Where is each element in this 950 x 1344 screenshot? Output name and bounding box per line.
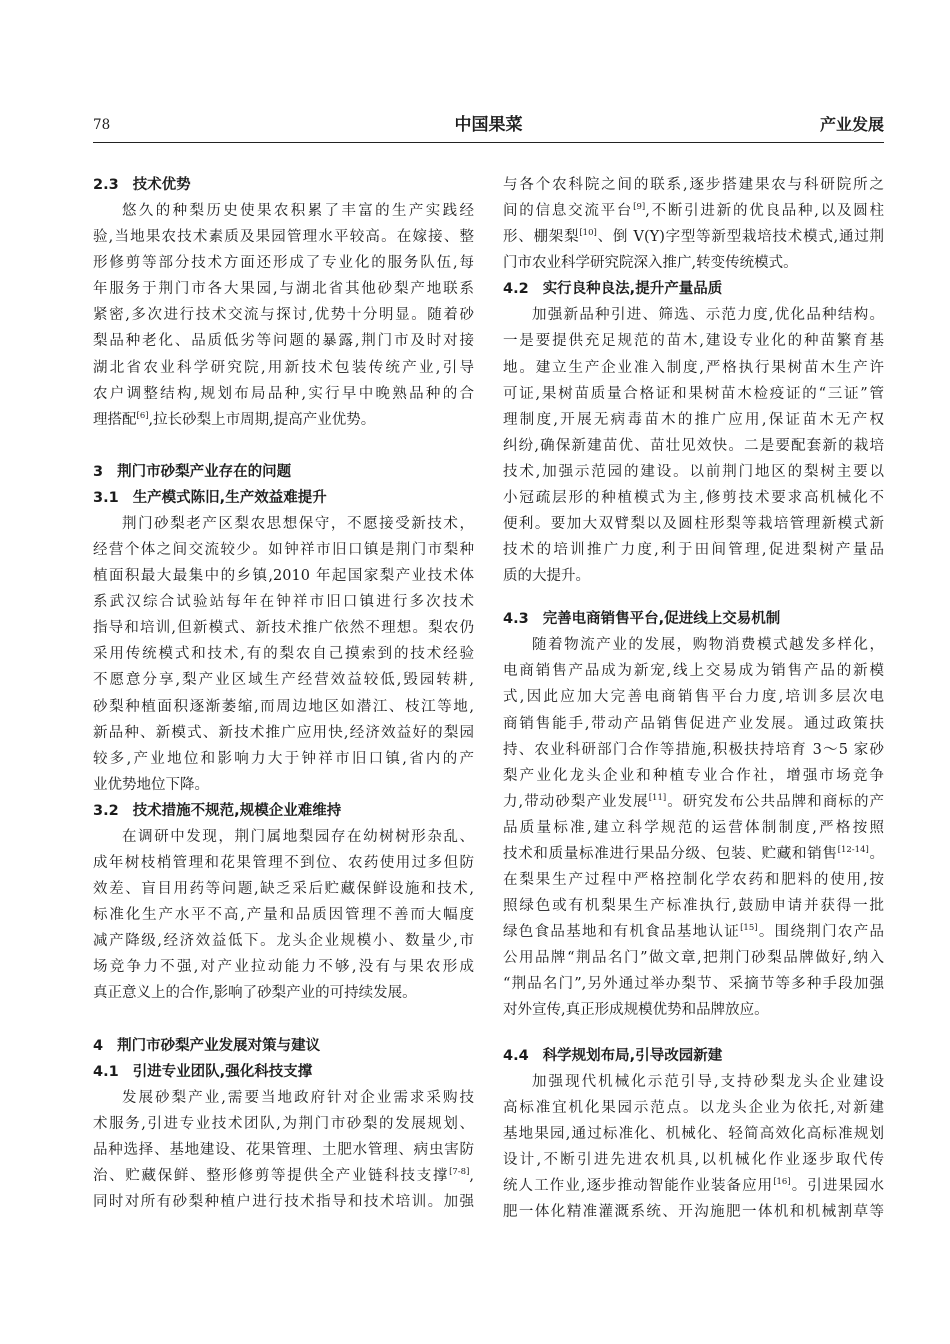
- text-line: [503, 381, 884, 407]
- text-line: [503, 632, 884, 658]
- text-line: [503, 433, 884, 459]
- text-line: [503, 224, 884, 250]
- right-column: [503, 172, 884, 1226]
- text-line: [503, 1095, 884, 1121]
- text-line: [503, 328, 884, 354]
- text-run: 减产降级,经济效益低下。龙头企业规模小、数量少,市: [93, 933, 474, 950]
- text-line: [503, 841, 884, 867]
- section-number: 4.3: [503, 611, 529, 628]
- text-run: 基地果园,通过标准化、机械化、轻简高效化高标准规划: [503, 1126, 884, 1143]
- text-run: 质的大提升。: [503, 568, 590, 585]
- text-run: 理制度,开展无病毒苗木的推广应用,保证苗木无产权: [503, 411, 884, 428]
- section-number: 4: [93, 1037, 104, 1054]
- text-line: [503, 658, 884, 684]
- text-run: ,拉长砂梨上市周期,提高产业优势。: [148, 411, 376, 428]
- text-run: 成年树枝梢管理和花果管理不到位、农药使用过多但防: [93, 855, 474, 872]
- text-line: [503, 485, 884, 511]
- section-label: 产业发展: [819, 115, 884, 134]
- text-run: 照绿色或有机梨果生产标准执行,鼓励申请并获得一批: [503, 898, 884, 915]
- text-run: 验,当地果农技术素质及果园管理水平较高。在嫁接、整: [93, 229, 474, 246]
- text-run: 设计,不断引进先进农机具,以机械化作业逐步取代传: [503, 1152, 884, 1169]
- text-line: [93, 1189, 474, 1215]
- paragraph: [503, 302, 884, 589]
- text-line: [503, 1147, 884, 1173]
- text-run: 农户调整结构,规划布局品种,实行早中晚熟品种的合: [93, 385, 474, 402]
- citation-ref: [16]: [773, 1177, 791, 1188]
- text-line: [503, 684, 884, 710]
- text-run: 对外宣传,真正形成规模优势和品牌放应。: [503, 1002, 769, 1019]
- text-run: 。: [868, 845, 885, 862]
- page-number: 78: [93, 117, 111, 133]
- text-run: 可证,果树苗质量合格证和果树苗木检疫证的“三证”管: [503, 385, 884, 402]
- paragraph: [93, 511, 474, 798]
- text-run: 便利。要加大双臂梨以及圆柱形梨等栽培管理新模式新: [503, 516, 884, 533]
- text-line: [93, 850, 474, 876]
- citation-ref: [15]: [740, 923, 758, 934]
- text-line: [503, 511, 884, 537]
- text-run: 技术,加强示范园的建设。以前荆门地区的梨树主要以: [503, 463, 884, 480]
- text-line: [93, 746, 474, 772]
- section-heading-4-3: [503, 606, 884, 632]
- section-heading-4-4: [503, 1043, 884, 1069]
- text-line: [93, 876, 474, 902]
- text-line: [93, 824, 474, 850]
- header-rule: [93, 142, 884, 143]
- text-run: 指导和培训,但新模式、新技术推广依然不理想。梨农仍: [93, 620, 474, 637]
- section-heading-4-1: [93, 1059, 474, 1085]
- text-line: [93, 589, 474, 615]
- text-run: 与各个农科院之间的联系,逐步搭建果农与科研院所之: [503, 177, 884, 193]
- text-line: [503, 250, 884, 276]
- text-run: 形、棚架梨: [503, 229, 580, 246]
- left-column: [93, 172, 474, 1215]
- text-run: 效差、盲目用药等问题,缺乏采后贮藏保鲜设施和技术,: [93, 881, 474, 898]
- paragraph: [93, 1085, 474, 1215]
- section-title: 生产模式陈旧,生产效益难提升: [132, 489, 327, 506]
- text-line: [93, 772, 474, 798]
- text-run: 真正意义上的合作,影响了砂梨产业的可持续发展。: [93, 985, 417, 1002]
- section-number: 3.2: [93, 802, 119, 819]
- citation-ref: [6]: [136, 410, 149, 421]
- text-run: 年服务于荆门市各大果园,与湖北省其他砂梨产地联系: [93, 281, 474, 298]
- text-line: [93, 1137, 474, 1163]
- text-line: [503, 172, 884, 198]
- text-run: 品质量标准,建立科学规范的运营体制制度,严格按照: [503, 819, 884, 836]
- text-run: 技术的培训推广力度,利于田间管理,促进梨树产量品: [503, 542, 884, 559]
- text-run: 标准化生产水平不高,产量和品质因管理不善而大幅度: [93, 907, 474, 924]
- section-title: 荆门市砂梨产业存在的问题: [117, 463, 292, 480]
- text-line: [503, 971, 884, 997]
- text-run: 高标准宜机化果园示范点。以龙头企业为依托,对新建: [503, 1100, 884, 1117]
- section-heading-3-2: [93, 798, 474, 824]
- text-run: 业优势地位下降。: [93, 776, 209, 793]
- text-run: 治、贮藏保鲜、整形修剪等提供全产业链科技支撑: [93, 1167, 450, 1184]
- section-number: 2.3: [93, 177, 119, 193]
- text-line: [93, 954, 474, 980]
- section-title: 荆门市砂梨产业发展对策与建议: [117, 1037, 321, 1054]
- text-run: 地。建立生产企业准入制度,严格执行果树苗木生产许: [503, 359, 884, 376]
- text-run: 小冠疏层形的种植模式为主,修剪技术要求高机械化不: [503, 489, 884, 506]
- citation-ref: [11]: [648, 792, 667, 803]
- text-run: 形修剪等部分技术方面还形成了专业化的服务队伍,每: [93, 255, 474, 272]
- text-line: [503, 893, 884, 919]
- text-run: 梨产业化龙头企业和种植专业合作社，增强市场竞争: [503, 767, 884, 784]
- text-line: [93, 1163, 474, 1189]
- text-line: [503, 302, 884, 328]
- text-run: 绿色食品基地和有机食品基地认证: [503, 924, 741, 941]
- text-line: [93, 355, 474, 381]
- text-line: [503, 537, 884, 563]
- text-line: [503, 997, 884, 1023]
- section-title: 技术优势: [132, 177, 191, 193]
- text-line: [503, 945, 884, 971]
- text-line: [503, 919, 884, 945]
- text-run: 在调研中发现，荆门属地梨园存在幼树树形杂乱、: [122, 828, 474, 845]
- text-run: 。引进果园水: [790, 1178, 884, 1195]
- text-line: [93, 1111, 474, 1137]
- text-run: 、倒 V(Y)字型等新型栽培技术模式,通过荆: [596, 229, 885, 246]
- text-run: 理搭配: [93, 411, 137, 428]
- text-run: 植面积最大最集中的乡镇,2010 年起国家梨产业技术体: [93, 568, 474, 585]
- text-run: 经营个体之间交流较少。如钟祥市旧口镇是荆门市梨种: [93, 542, 474, 559]
- section-number: 3.1: [93, 489, 119, 506]
- text-run: 商销售能手,带动产品销售促进产业发展。通过政策扶: [503, 715, 884, 732]
- text-run: 随着物流产业的发展，购物消费模式越发多样化，: [532, 637, 884, 654]
- text-line: [93, 694, 474, 720]
- citation-ref: [9]: [633, 202, 646, 213]
- text-run: 间的信息交流平台: [503, 203, 634, 220]
- text-line: [503, 711, 884, 737]
- text-run: 发展砂梨产业,需要当地政府针对企业需求采购技: [122, 1089, 474, 1106]
- paragraph: [503, 632, 884, 1023]
- section-number: 3: [93, 463, 104, 480]
- paragraph: [503, 1069, 884, 1225]
- section-title: 引进专业团队,强化科技支撑: [132, 1063, 313, 1080]
- text-line: [93, 407, 474, 433]
- journal-title: 中国果菜: [454, 115, 523, 135]
- text-run: “荆品名门”,另外通过举办梨节、采摘节等多种手段加强: [503, 976, 884, 993]
- section-title: 实行良种良法,提升产量品质: [542, 281, 723, 298]
- text-run: 同时对所有砂梨种植户进行技术指导和技术培训。加强: [93, 1194, 474, 1211]
- text-line: [93, 328, 474, 354]
- section-heading-2-3: [93, 172, 474, 198]
- text-line: [503, 563, 884, 589]
- text-run: 门市农业科学研究院深入推广,转变传统模式。: [503, 255, 798, 272]
- text-line: [93, 537, 474, 563]
- text-line: [503, 459, 884, 485]
- text-run: 不愿意分享,梨产业区域生产经营效益较低,毁园转耕,: [93, 672, 474, 689]
- text-run: 荆门砂梨老产区梨农思想保守，不愿接受新技术，: [122, 516, 474, 533]
- text-line: [93, 381, 474, 407]
- section-heading-4-2: [503, 276, 884, 302]
- text-run: 一是要提供充足规范的苗木,建设专业化的种苗繁育基: [503, 333, 884, 350]
- text-line: [93, 928, 474, 954]
- text-run: 湖北省农业科学研究院,用新技术包装传统产业,引导: [93, 359, 474, 376]
- text-run: 技术和质量标准进行果品分级、包装、贮藏和销售: [503, 845, 838, 862]
- section-number: 4.2: [503, 281, 529, 298]
- text-line: [503, 1121, 884, 1147]
- text-run: 梨品种老化、品质低劣等问题的暴露,荆门市及时对接: [93, 333, 474, 350]
- paragraph-continued: [503, 172, 884, 276]
- text-run: 在梨果生产过程中严格控制化学农药和肥料的使用,按: [503, 872, 884, 889]
- section-number: 4.4: [503, 1048, 529, 1064]
- text-line: [503, 815, 884, 841]
- paragraph: [93, 198, 474, 433]
- text-run: 采用传统模式和技术,有的梨农自己摸索到的技术经验: [93, 646, 474, 663]
- text-run: 公用品牌“荆品名门”做文章,把荆门砂梨品牌做好,纳入: [503, 950, 884, 967]
- text-run: 悠久的种梨历史使果农积累了丰富的生产实践经: [122, 203, 474, 220]
- text-run: 新品种、新模式、新技术推广应用快,经济效益好的梨园: [93, 724, 474, 741]
- citation-ref: [10]: [579, 228, 597, 239]
- text-line: [93, 902, 474, 928]
- citation-ref: [7-8]: [449, 1166, 470, 1177]
- text-line: [93, 667, 474, 693]
- text-line: [93, 641, 474, 667]
- text-run: 品种选择、基地建设、花果管理、土肥水管理、病虫害防: [93, 1141, 474, 1158]
- text-line: [93, 198, 474, 224]
- text-line: [503, 763, 884, 789]
- text-run: ,不断引进新的优良品种,以及圆柱: [645, 203, 885, 220]
- text-line: [93, 563, 474, 589]
- text-line: [93, 302, 474, 328]
- text-run: 紧密,多次进行技术交流与探讨,优势十分明显。随着砂: [93, 307, 474, 324]
- text-line: [93, 224, 474, 250]
- section-title: 科学规划布局,引导改园新建: [542, 1048, 723, 1064]
- section-title: 完善电商销售平台,促进线上交易机制: [542, 611, 781, 628]
- text-run: 系武汉综合试验站每年在钟祥市旧口镇进行多次技术: [93, 594, 474, 611]
- text-line: [503, 737, 884, 763]
- text-run: 纠纷,确保新建苗优、苗壮见效快。二是要配套新的栽培: [503, 437, 884, 454]
- text-line: [93, 615, 474, 641]
- section-title: 技术措施不规范,规模企业难维持: [132, 802, 342, 819]
- text-run: 加强新品种引进、筛选、示范力度,优化品种结构。: [532, 307, 884, 324]
- citation-ref: [12-14]: [837, 844, 869, 855]
- section-number: 4.1: [93, 1063, 119, 1080]
- text-line: [93, 276, 474, 302]
- text-line: [93, 511, 474, 537]
- section-heading-3-1: [93, 485, 474, 511]
- text-line: [503, 789, 884, 815]
- text-line: [93, 1085, 474, 1111]
- text-run: 电商销售产品成为新宠,线上交易成为销售产品的新模: [503, 663, 884, 680]
- text-run: 力,带动砂梨产业发展: [503, 793, 649, 810]
- text-line: [93, 720, 474, 746]
- text-line: [503, 867, 884, 893]
- text-line: [503, 1173, 884, 1199]
- text-line: [503, 198, 884, 224]
- text-run: 较多,产业地位和影响力大于钟祥市旧口镇,省内的产: [93, 750, 474, 767]
- text-run: 统人工作业,逐步推动智能作业装备应用: [503, 1178, 774, 1195]
- text-run: 肥一体化精准灌溉系统、开沟施肥一体机和机械割草等: [503, 1204, 884, 1221]
- text-run: 场竞争力不强,对产业拉动能力不够,没有与果农形成: [93, 959, 474, 976]
- text-run: 式,因此应加大完善电商销售平台力度,培训多层次电: [503, 689, 884, 706]
- text-line: [503, 407, 884, 433]
- text-run: ,: [469, 1167, 474, 1184]
- text-run: 加强现代机械化示范引导,支持砂梨龙头企业建设: [532, 1074, 884, 1091]
- section-heading-3: [93, 459, 474, 485]
- text-run: 持、农业科研部门合作等措施,积极扶持培育 3～5 家砂: [503, 741, 884, 758]
- running-head: [93, 112, 884, 138]
- text-line: [503, 1069, 884, 1095]
- text-line: [503, 355, 884, 381]
- text-line: [503, 1199, 884, 1225]
- text-run: 砂梨种植面积逐渐萎缩,而周边地区如潜江、枝江等地,: [93, 698, 474, 715]
- text-run: 。研究发布公共品牌和商标的产: [666, 793, 885, 810]
- text-line: [93, 250, 474, 276]
- section-heading-4: [93, 1033, 474, 1059]
- text-line: [93, 980, 474, 1006]
- text-run: 术服务,引进专业技术团队,为荆门市砂梨的发展规划、: [93, 1115, 474, 1132]
- text-run: 。围绕荆门农产品: [757, 924, 885, 941]
- paragraph: [93, 824, 474, 1007]
